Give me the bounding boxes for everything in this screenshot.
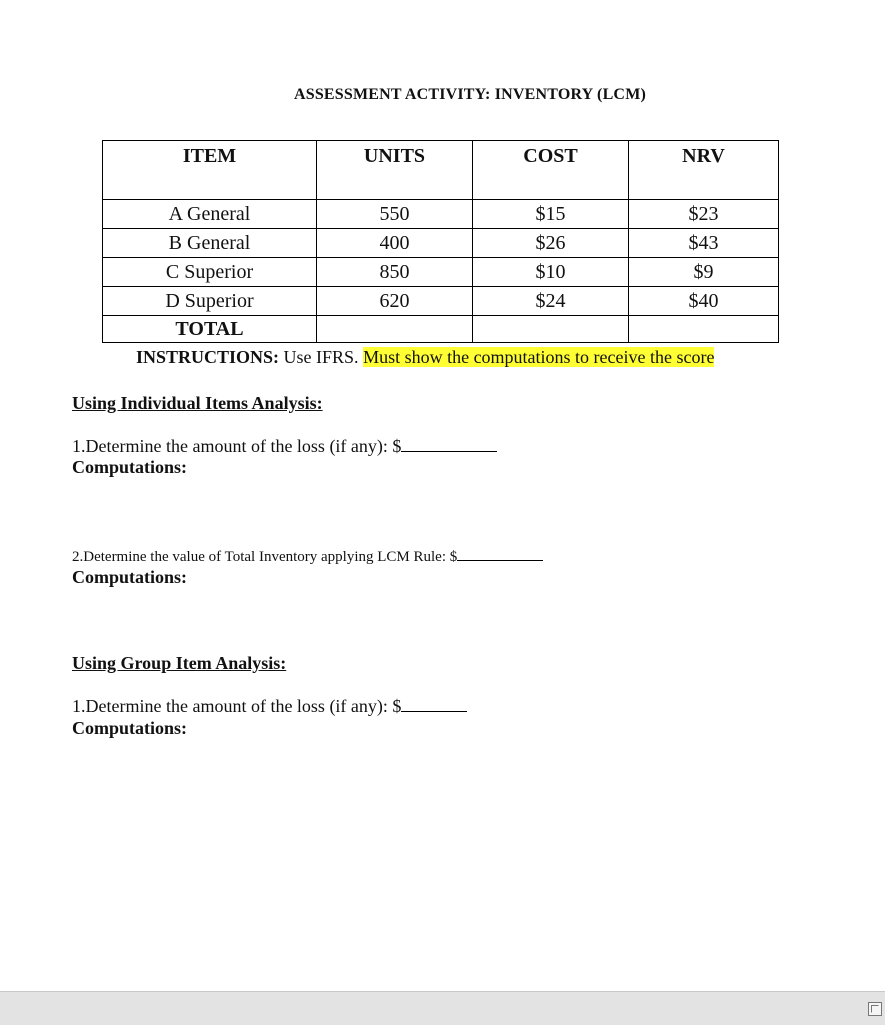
table-row xyxy=(103,200,779,229)
cell-units: 620 xyxy=(317,287,473,316)
page-title: ASSESSMENT ACTIVITY: INVENTORY (LCM) xyxy=(293,86,647,103)
individual-q1-computations: Computations: xyxy=(72,457,188,477)
table-header-row xyxy=(103,141,779,200)
header-nrv: NRV xyxy=(629,141,779,200)
header-cost: COST xyxy=(473,141,629,200)
header-units: UNITS xyxy=(317,141,473,200)
total-nrv-cell xyxy=(629,316,779,343)
total-label: TOTAL xyxy=(103,316,317,343)
total-cost-cell xyxy=(473,316,629,343)
cell-item: D Superior xyxy=(103,287,317,316)
cell-units: 400 xyxy=(317,229,473,258)
cell-item: C Superior xyxy=(103,258,317,287)
instructions-highlight: Must show the computations to receive the score xyxy=(363,347,715,367)
cell-cost: $26 xyxy=(473,229,629,258)
cell-nrv: $43 xyxy=(629,229,779,258)
group-q1-computations: Computations: xyxy=(72,718,188,738)
cell-cost: $15 xyxy=(473,200,629,229)
individual-q1-text: 1.Determine the amount of the loss (if any): $ xyxy=(72,436,402,456)
answer-blank[interactable] xyxy=(457,546,543,561)
group-analysis-heading: Using Group Item Analysis: xyxy=(72,653,287,673)
cell-nrv: $40 xyxy=(629,287,779,316)
individual-q2-text: 2.Determine the value of Total Inventory applying LCM Rule: $ xyxy=(72,549,458,565)
individual-analysis-heading: Using Individual Items Analysis: xyxy=(72,393,323,413)
cell-cost: $24 xyxy=(473,287,629,316)
individual-q1 xyxy=(72,436,497,457)
instructions-text: Use IFRS. xyxy=(279,347,364,367)
table-row xyxy=(103,258,779,287)
cell-cost: $10 xyxy=(473,258,629,287)
cell-item: A General xyxy=(103,200,317,229)
instructions-label: INSTRUCTIONS: xyxy=(136,347,280,367)
group-q1 xyxy=(72,696,467,717)
individual-q2-computations: Computations: xyxy=(72,567,188,587)
answer-blank[interactable] xyxy=(401,437,497,452)
group-q1-text: 1.Determine the amount of the loss (if any): $ xyxy=(72,696,402,716)
cell-units: 550 xyxy=(317,200,473,229)
expand-icon[interactable] xyxy=(868,1002,882,1016)
inventory-table xyxy=(102,140,779,343)
cell-units: 850 xyxy=(317,258,473,287)
table-row xyxy=(103,229,779,258)
cell-nrv: $23 xyxy=(629,200,779,229)
table-total-row xyxy=(103,316,779,343)
total-units-cell xyxy=(317,316,473,343)
instructions xyxy=(136,347,714,368)
answer-blank[interactable] xyxy=(401,697,467,712)
header-item: ITEM xyxy=(103,141,317,200)
cell-nrv: $9 xyxy=(629,258,779,287)
individual-q2 xyxy=(72,546,543,566)
bottom-toolbar xyxy=(0,991,885,1025)
table-row xyxy=(103,287,779,316)
cell-item: B General xyxy=(103,229,317,258)
